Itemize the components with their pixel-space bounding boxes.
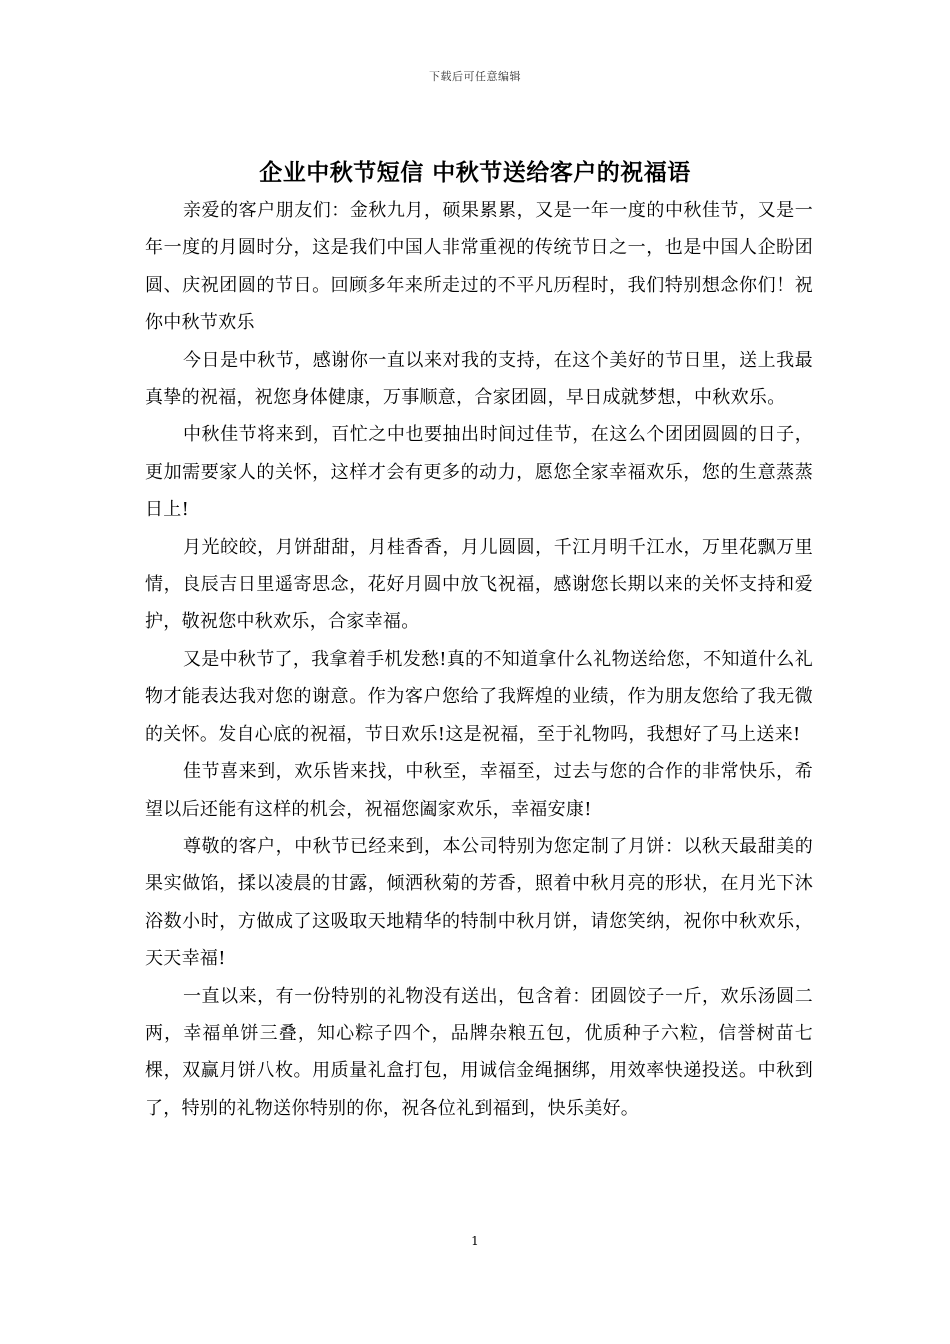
paragraph: 佳节喜来到，欢乐皆来找，中秋至，幸福至，过去与您的合作的非常快乐，希望以后还能有这样的机会，祝福您阖家欢乐，幸福安康! <box>145 761 813 820</box>
paragraph: 一直以来，有一份特别的礼物没有送出，包含着：团圆饺子一斤，欢乐汤圆二两，幸福单饼三叠，知心粽子四个，品牌杂粮五包，优质种子六粒，信誉树苗七棵，双赢月饼八枚。用质量礼盒打包，用诚信金绳捆绑，用效率快递投送。中秋到了，特别的礼物送你特别的你，祝各位礼到福到，快乐美好。 <box>145 985 813 1119</box>
document-body <box>145 192 813 1127</box>
paragraph: 尊敬的客户，中秋节已经来到，本公司特别为您定制了月饼：以秋天最甜美的果实做馅，揉以凌晨的甘露，倾洒秋菊的芳香，照着中秋月亮的形状，在月光下沐浴数小时，方做成了这吸取天地精华的特制中秋月饼，请您笑纳，祝你中秋欢乐，天天幸福! <box>145 835 813 970</box>
document-title: 企业中秋节短信 中秋节送给客户的祝福语 <box>259 159 691 186</box>
paragraph: 今日是中秋节，感谢你一直以来对我的支持，在这个美好的节日里，送上我最真挚的祝福，祝您身体健康，万事顺意，合家团圆，早日成就梦想，中秋欢乐。 <box>145 349 813 409</box>
page-number: 1 <box>471 1234 479 1248</box>
header-note: 下载后可任意编辑 <box>429 70 521 83</box>
paragraph: 中秋佳节将来到，百忙之中也要抽出时间过佳节，在这么个团团圆圆的日子，更加需要家人的关怀，这样才会有更多的动力，愿您全家幸福欢乐，您的生意蒸蒸日上! <box>145 424 813 521</box>
paragraph: 月光皎皎，月饼甜甜，月桂香香，月儿圆圆，千江月明千江水，万里花飘万里情，良辰吉日里遥寄思念，花好月圆中放飞祝福，感谢您长期以来的关怀支持和爱护，敬祝您中秋欢乐，合家幸福。 <box>145 536 813 633</box>
paragraph: 又是中秋节了，我拿着手机发愁!真的不知道拿什么礼物送给您，不知道什么礼物才能表达我对您的谢意。作为客户您给了我辉煌的业绩，作为朋友您给了我无微的关怀。发自心底的祝福，节日欢乐!这是祝福，至于礼物吗，我想好了马上送来! <box>145 648 813 745</box>
paragraph: 亲爱的客户朋友们：金秋九月，硕果累累，又是一年一度的中秋佳节，又是一年一度的月圆时分，这是我们中国人非常重视的传统节日之一，也是中国人企盼团圆、庆祝团圆的节日。回顾多年来所走过的不平凡历程时，我们特别想念你们！祝你中秋节欢乐 <box>145 200 813 334</box>
